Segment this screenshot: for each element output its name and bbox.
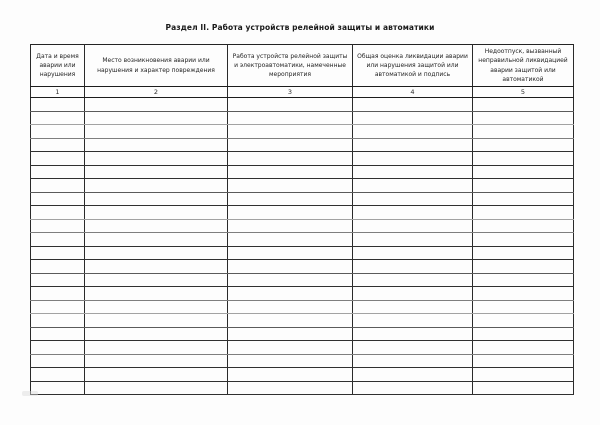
empty-cell [31,273,85,287]
empty-cell [228,152,353,166]
empty-cell [85,273,228,287]
table-row [31,152,574,166]
empty-cell [228,98,353,112]
empty-cell [353,98,473,112]
empty-cell [228,179,353,193]
empty-cell [353,246,473,260]
empty-cell [31,152,85,166]
relay-protection-log-table [30,44,574,395]
empty-cell [31,327,85,341]
table-row [31,206,574,220]
empty-cell [85,300,228,314]
empty-cell [353,138,473,152]
table-row [31,314,574,328]
empty-cell [31,287,85,301]
empty-cell [473,327,574,341]
scan-artifact [22,391,38,396]
table-row [31,354,574,368]
empty-cell [85,192,228,206]
empty-cell [473,165,574,179]
table-row [31,300,574,314]
column-header-2: Место возникновения аварии или нарушения и характер повреждения [85,45,228,87]
column-header-4: Общая оценка ликвидации аварии или нарушения защитой или автоматикой и подпись [353,45,473,87]
empty-cell [85,111,228,125]
section-title: Раздел II. Работа устройств релейной защиты и автоматики [165,23,435,32]
empty-cell [228,300,353,314]
empty-cell [473,138,574,152]
empty-cell [85,260,228,274]
empty-cell [85,341,228,355]
table-row [31,273,574,287]
table-row [31,233,574,247]
empty-cell [353,192,473,206]
table-row [31,260,574,274]
table-row [31,219,574,233]
empty-cell [31,192,85,206]
empty-cell [228,219,353,233]
column-header-5: Недоотпуск, вызванный неправильной ликвидацией аварии защитой или автоматикой [473,45,574,87]
empty-cell [353,341,473,355]
empty-cell [473,341,574,355]
empty-cell [85,354,228,368]
column-header-3: Работа устройств релейной защиты и электроавтоматики, намеченные мероприятия [228,45,353,87]
empty-cell [85,219,228,233]
empty-cell [228,381,353,395]
empty-cell [85,314,228,328]
empty-cell [473,125,574,139]
empty-cell [353,219,473,233]
empty-cell [473,354,574,368]
empty-cell [473,111,574,125]
empty-cell [85,327,228,341]
empty-cell [353,273,473,287]
empty-cell [31,314,85,328]
empty-cell [473,287,574,301]
empty-cell [473,152,574,166]
empty-cell [353,111,473,125]
column-number-4: 4 [353,87,473,98]
column-header-1: Дата и время аварии или нарушения [31,45,85,87]
table-row [31,125,574,139]
empty-cell [228,341,353,355]
empty-cell [31,246,85,260]
table-row [31,327,574,341]
empty-cell [31,341,85,355]
empty-cell [228,111,353,125]
empty-cell [473,219,574,233]
empty-cell [228,165,353,179]
empty-cell [85,152,228,166]
empty-cell [353,233,473,247]
empty-cell [353,165,473,179]
empty-cell [473,233,574,247]
table-row [31,98,574,112]
empty-cell [85,179,228,193]
empty-cell [473,273,574,287]
table-row [31,381,574,395]
empty-cell [473,260,574,274]
empty-cell [31,165,85,179]
empty-cell [228,327,353,341]
empty-cell [473,206,574,220]
column-number-1: 1 [31,87,85,98]
empty-cell [31,138,85,152]
empty-cell [228,273,353,287]
column-number-row [31,87,574,98]
table-row [31,179,574,193]
empty-cell [473,192,574,206]
table-row [31,368,574,382]
empty-cell [31,381,85,395]
empty-cell [473,98,574,112]
empty-cell [85,125,228,139]
empty-cell [228,125,353,139]
empty-cell [228,260,353,274]
empty-cell [31,98,85,112]
table-row [31,246,574,260]
table-row [31,287,574,301]
empty-cell [473,179,574,193]
empty-cell [85,246,228,260]
empty-cell [31,368,85,382]
empty-cell [85,165,228,179]
empty-cell [473,314,574,328]
empty-cell [228,138,353,152]
empty-cell [31,260,85,274]
empty-cell [31,179,85,193]
column-number-3: 3 [228,87,353,98]
empty-cell [353,206,473,220]
table-row [31,111,574,125]
empty-cell [31,354,85,368]
empty-cell [353,381,473,395]
empty-cell [353,260,473,274]
empty-cell [31,125,85,139]
empty-cell [228,192,353,206]
table-header-row [31,45,574,87]
empty-cell [353,152,473,166]
empty-cell [353,287,473,301]
empty-cell [228,287,353,301]
empty-cell [228,368,353,382]
empty-cell [353,314,473,328]
empty-cell [85,287,228,301]
empty-cell [228,206,353,220]
column-number-5: 5 [473,87,574,98]
empty-cell [31,300,85,314]
empty-cell [473,300,574,314]
empty-cell [85,138,228,152]
empty-cell [31,233,85,247]
empty-cell [353,327,473,341]
empty-cell [353,179,473,193]
empty-cell [31,111,85,125]
empty-cell [85,206,228,220]
empty-cell [228,233,353,247]
empty-cell [85,368,228,382]
empty-cell [228,354,353,368]
empty-cell [85,98,228,112]
column-number-2: 2 [85,87,228,98]
empty-cell [473,368,574,382]
table-row [31,341,574,355]
table-row [31,165,574,179]
empty-cell [353,354,473,368]
empty-cell [31,219,85,233]
empty-cell [228,314,353,328]
table-row [31,192,574,206]
empty-cell [353,300,473,314]
empty-cell [353,125,473,139]
table-row [31,138,574,152]
empty-cell [85,381,228,395]
empty-cell [31,206,85,220]
empty-cell [228,246,353,260]
empty-cell [473,381,574,395]
empty-cell [473,246,574,260]
empty-cell [353,368,473,382]
empty-cell [85,233,228,247]
